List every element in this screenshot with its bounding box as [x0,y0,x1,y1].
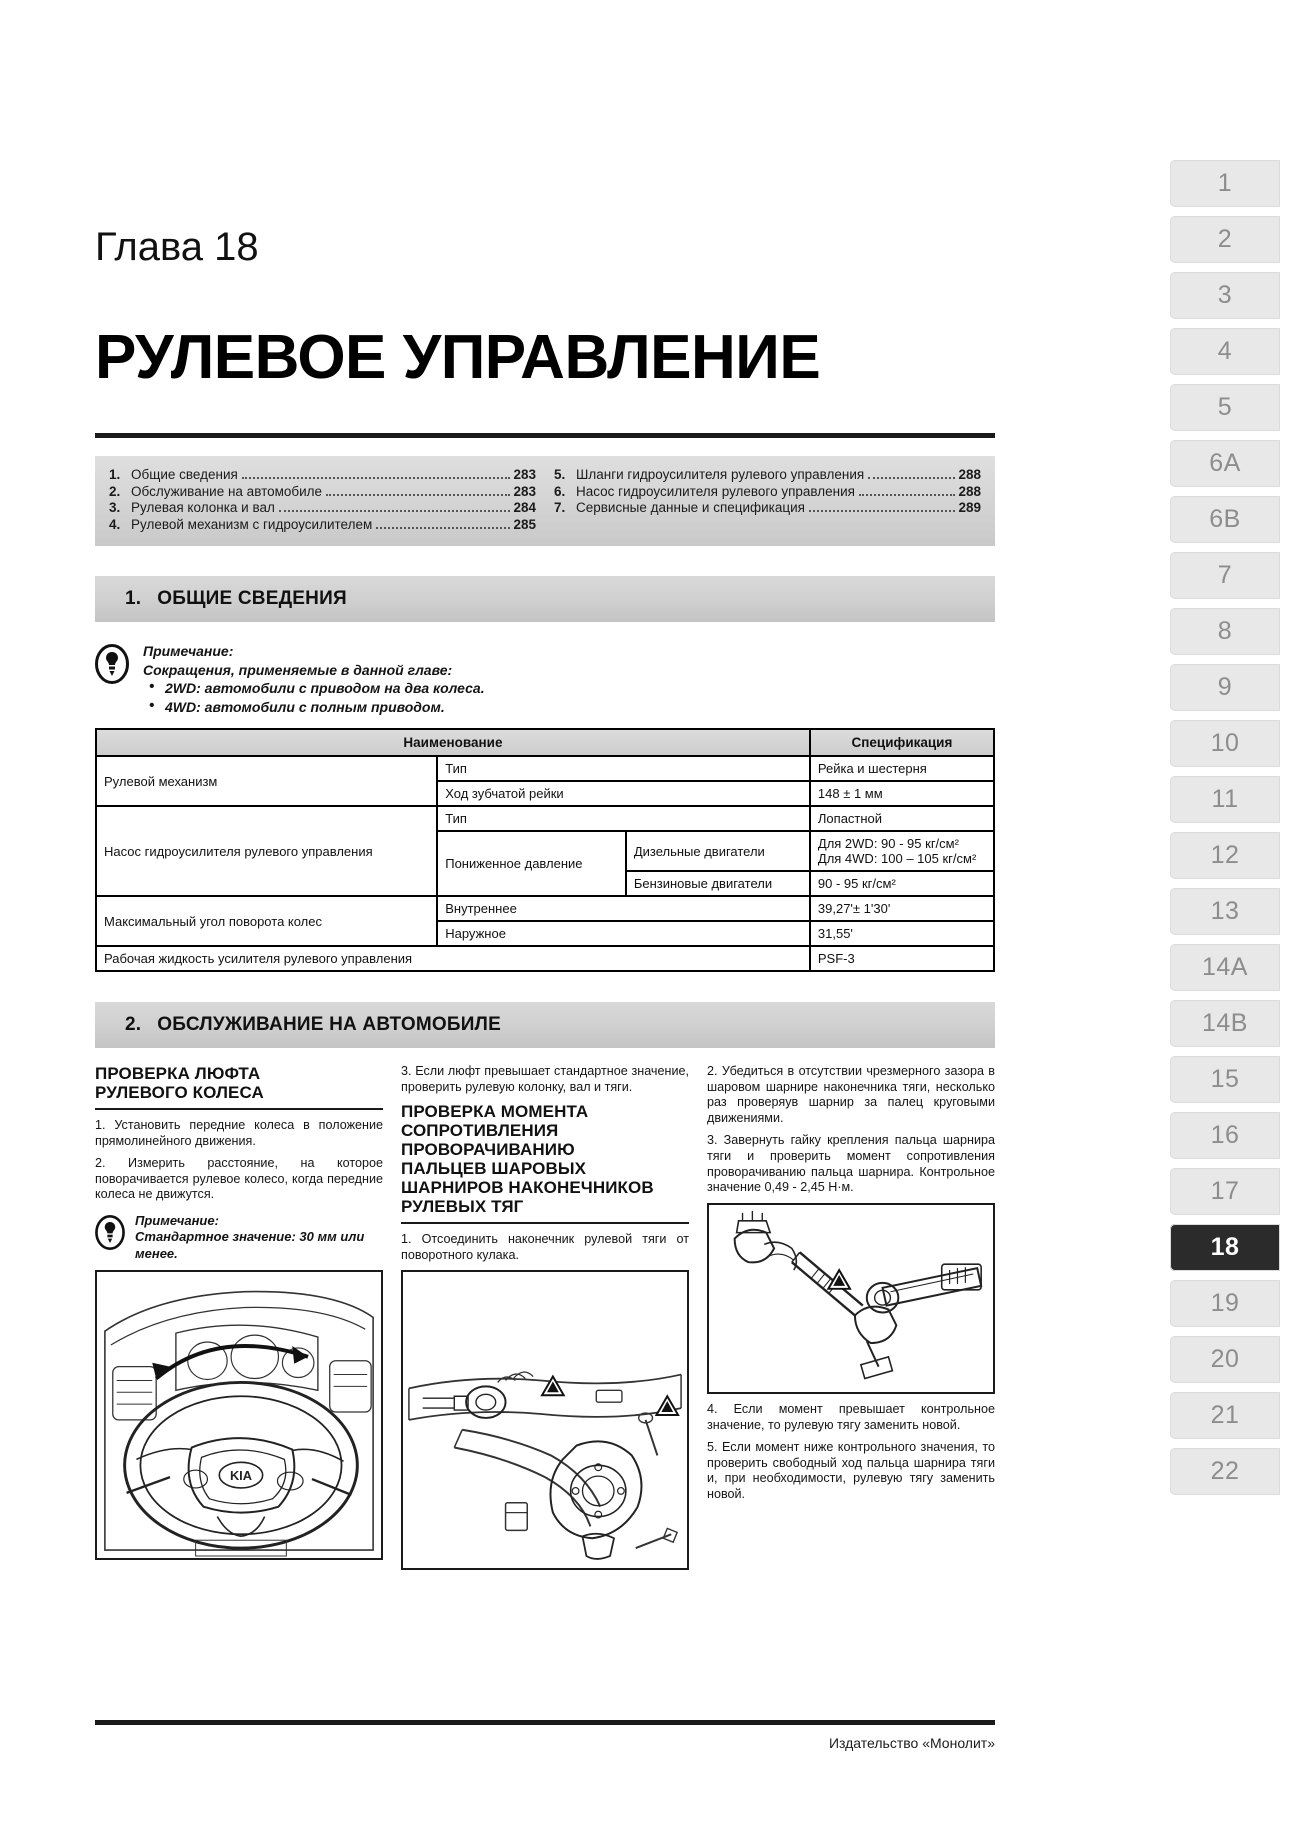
cell-group: Рабочая жидкость усилителя рулевого управления [96,946,810,971]
toc-entry-number: 6. [554,483,566,499]
cell-subparam: Бензиновые двигатели [626,871,810,896]
cell-value: Лопастной [810,806,994,831]
th-name: Наименование [96,729,810,756]
note-title: Примечание: [143,643,234,659]
section-title: ОБСЛУЖИВАНИЕ НА АВТОМОБИЛЕ [157,1014,501,1035]
cell-value: Рейка и шестерня [810,756,994,781]
cell-param: Внутреннее [437,896,810,921]
toc-column-right [554,467,981,533]
toc-entry[interactable] [554,467,981,484]
cell-subparam: Дизельные двигатели [626,831,810,871]
chapter-tab-5[interactable]: 5 [1170,384,1280,431]
toc-entry-page: 284 [513,500,536,515]
note-text-block [135,1213,383,1263]
chapter-tab-13[interactable]: 13 [1170,888,1280,935]
paragraph: 3. Если люфт превышает стандартное значение, проверить рулевую колонку, вал и тяги. [401,1064,689,1094]
subheading-ball-joint-torque-check: ПРОВЕРКА МОМЕНТА СОПРОТИВЛЕНИЯ ПРОВОРАЧИВАНИЮ ПАЛЬЦЕВ ШАРОВЫХ ШАРНИРОВ НАКОНЕЧНИКОВ РУЛЕВЫХ ТЯГ [401,1102,654,1217]
toc-leader-dots [279,510,511,512]
chapter-tab-10[interactable]: 10 [1170,720,1280,767]
cell-value: 31,55' [810,921,994,946]
chapter-tab-3[interactable]: 3 [1170,272,1280,319]
toc-entry-label: Обслуживание на автомобиле [131,483,323,499]
cell-value: Для 2WD: 90 - 95 кг/см² Для 4WD: 100 – 105 кг/см² [810,831,994,871]
steering-wheel-illustration [97,1272,381,1558]
chapter-tab-20[interactable]: 20 [1170,1336,1280,1383]
note-item: • 4WD: автомобили с полным приводом. [143,698,485,717]
cell-param: Ход зубчатой рейки [437,781,810,806]
toc-entry-label: Общие сведения [131,467,238,482]
toc-entry-number: 3. [109,500,121,515]
figure-steering-knuckle [401,1270,689,1570]
toc-entry[interactable] [109,500,536,517]
body-column-3 [707,1064,995,1570]
title-divider [95,433,995,438]
note-lead: Сокращения, применяемые в данной главе: [143,661,453,678]
cell-value: 39,27'± 1'30' [810,896,994,921]
toc-entry-label: Сервисные данные и спецификация [576,500,805,515]
toc-entry-label: Рулевой механизм с гидроусилителем [131,516,373,532]
subheading-divider [401,1222,689,1224]
toc-leader-dots [868,477,955,479]
chapter-tab-9[interactable]: 9 [1170,664,1280,711]
body-column-1 [95,1064,383,1570]
table-row [96,946,994,971]
section-number: 2. [125,1014,142,1035]
toc-leader-dots [859,494,956,496]
note-bulb-icon [95,1215,125,1255]
toc-entry-page: 288 [958,483,981,499]
chapter-tab-17[interactable]: 17 [1170,1168,1280,1215]
toc-entry[interactable] [554,484,981,501]
chapter-tab-21[interactable]: 21 [1170,1392,1280,1439]
toc-entry[interactable] [554,500,981,517]
subheading-divider [95,1108,383,1110]
publisher-credit: Издательство «Монолит» [828,1735,995,1751]
note-bulb-icon [95,644,129,689]
cell-value: 148 ± 1 мм [810,781,994,806]
chapter-tab-7[interactable]: 7 [1170,552,1280,599]
table-of-contents [95,456,995,546]
toc-column-left [109,467,536,533]
svg-text:KIA: KIA [229,1468,252,1484]
chapter-title: РУЛЕВОЕ УПРАВЛЕНИЕ [95,323,821,392]
footer-divider [95,1720,995,1725]
toc-entry[interactable] [109,484,536,501]
cell-group: Максимальный угол поворота колес [96,896,437,946]
chapter-tab-15[interactable]: 15 [1170,1056,1280,1103]
cell-group: Насос гидроусилителя рулевого управления [96,806,437,896]
toc-entry-page: 283 [513,467,536,482]
subheading-steering-play-check: ПРОВЕРКА ЛЮФТА РУЛЕВОГО КОЛЕСА [95,1064,264,1102]
chapter-tab-11[interactable]: 11 [1170,776,1280,823]
cell-group: Рулевой механизм [96,756,437,806]
toc-entry-number: 5. [554,467,566,482]
chapter-tab-strip [1170,160,1280,1495]
paragraph: 4. Если момент превышает контрольное значение, то рулевую тягу заменить новой. [707,1402,995,1432]
figure-tie-rod-torque [707,1203,995,1394]
note-abbreviations [95,642,995,716]
table-row [96,896,994,921]
chapter-tab-8[interactable]: 8 [1170,608,1280,655]
chapter-tab-2[interactable]: 2 [1170,216,1280,263]
section-number: 1. [125,588,142,609]
figure-steering-wheel [95,1270,383,1560]
paragraph: 3. Завернуть гайку крепления пальца шарнира тяги и проверить момент сопротивления проворачиванию пальца шарнира. Контрольное значение 0,49 - 2,45 Н·м. [707,1133,995,1195]
toc-entry-label: Шланги гидроусилителя рулевого управления [576,467,865,482]
note-text: Стандартное значение: 30 мм или менее. [135,1229,365,1261]
toc-entry-page: 283 [513,483,536,499]
toc-leader-dots [326,494,510,496]
toc-entry-number: 1. [109,467,121,482]
toc-leader-dots [376,527,510,529]
tie-rod-torque-illustration [709,1205,993,1392]
chapter-tab-18[interactable]: 18 [1170,1224,1280,1271]
paragraph: 2. Убедиться в отсутствии чрезмерного зазора в шаровом шарнире наконечника тяги, несколько раз проверяув шарнир за палец круговыми движениями. [707,1064,995,1125]
cell-value: 90 - 95 кг/см² [810,871,994,896]
cell-value: PSF-3 [810,946,994,971]
toc-entry[interactable] [109,517,536,534]
note-text-block [143,642,485,716]
toc-entry-page: 288 [958,467,981,482]
paragraph: 5. Если момент ниже контрольного значения, то проверить свободный ход пальца шарнира тяги и, при необходимости, рулевую тягу заменить новой. [707,1440,995,1502]
th-spec: Спецификация [810,729,994,756]
note-item: • 2WD: автомобили с приводом на два колеса. [143,679,485,698]
chapter-tab-4[interactable]: 4 [1170,328,1280,375]
cell-param: Наружное [437,921,810,946]
toc-entry-page: 289 [958,500,981,515]
toc-entry[interactable] [109,467,536,484]
chapter-tab-12[interactable]: 12 [1170,832,1280,879]
body-column-2 [401,1064,689,1570]
toc-entry-number: 4. [109,516,121,532]
chapter-label: Глава 18 [95,225,259,269]
toc-leader-dots [809,510,955,512]
section-title: ОБЩИЕ СВЕДЕНИЯ [157,588,347,609]
section-header-vehicle-service [95,1002,995,1048]
toc-entry-label: Насос гидроусилителя рулевого управления [576,483,855,499]
steering-knuckle-illustration [403,1272,687,1568]
toc-entry-label: Рулевая колонка и вал [131,500,275,515]
toc-entry-page: 285 [513,516,536,532]
three-column-body [95,1064,995,1570]
page-content [95,0,995,1570]
paragraph: 1. Установить передние колеса в положение прямолинейного движения. [95,1118,383,1148]
chapter-tab-14A[interactable]: 14A [1170,944,1280,991]
table-row [96,806,994,831]
note-title: Примечание: [135,1212,219,1228]
chapter-tab-6B[interactable]: 6B [1170,496,1280,543]
paragraph: 2. Измерить расстояние, на которое поворачивается рулевое колесо, когда передние колеса не движутся. [95,1156,383,1202]
table-header-row [96,729,994,756]
table-row [96,756,994,781]
paragraph: 1. Отсоединить наконечник рулевой тяги от поворотного кулака. [401,1232,689,1262]
chapter-tab-22[interactable]: 22 [1170,1448,1280,1495]
cell-param: Тип [437,806,810,831]
section-header-general-info [95,576,995,622]
toc-entry-number: 7. [554,500,566,515]
toc-leader-dots [242,477,511,479]
specification-table [95,728,995,972]
cell-param: Пониженное давление [437,831,626,896]
cell-param: Тип [437,756,810,781]
chapter-tab-1[interactable]: 1 [1170,160,1280,207]
chapter-tab-14B[interactable]: 14B [1170,1000,1280,1047]
chapter-tab-16[interactable]: 16 [1170,1112,1280,1159]
toc-entry-number: 2. [109,483,121,499]
chapter-tab-6A[interactable]: 6A [1170,440,1280,487]
note-standard-value [95,1213,383,1263]
chapter-tab-19[interactable]: 19 [1170,1280,1280,1327]
